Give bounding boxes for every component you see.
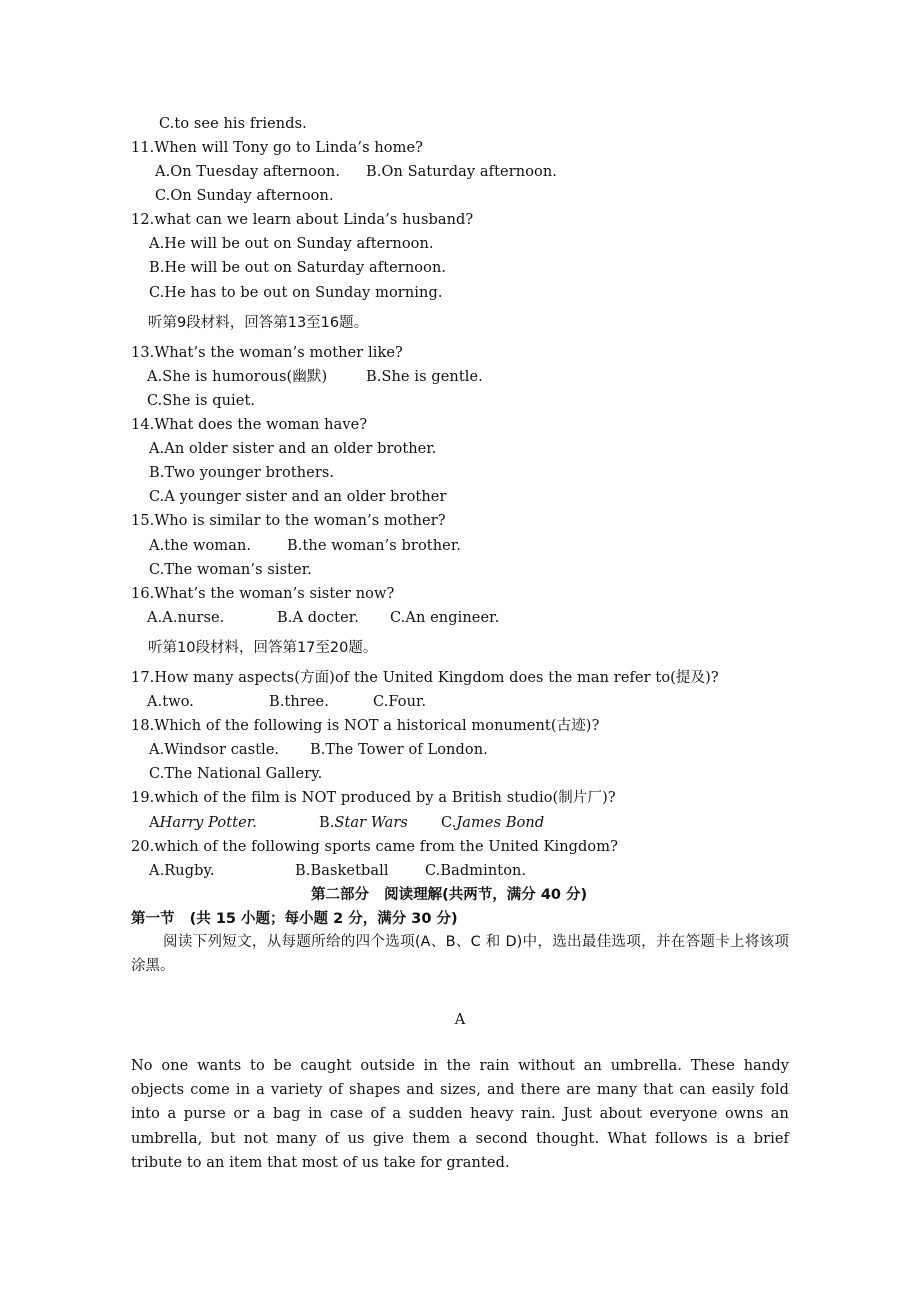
q20-option-b: B.Basketball <box>295 863 389 879</box>
q20-option-c: C.Badminton. <box>425 863 527 879</box>
q19-option-a-title: Harry Potter. <box>159 815 257 831</box>
q19-stem: 19.which of the film is NOT produced by a British studio(制片厂)? <box>131 790 616 806</box>
q12-stem: 12.what can we learn about Linda’s husband? <box>131 212 474 228</box>
q11-option-b: B.On Saturday afternoon. <box>366 164 557 180</box>
q12-option-b: B.He will be out on Saturday afternoon. <box>149 260 447 276</box>
q16-option-a: A.A.nurse. <box>147 610 225 626</box>
q17-stem: 17.How many aspects(方面)of the United Kingdom does the man refer to(提及)? <box>131 670 719 686</box>
q19-option-c-letter: C. <box>441 815 457 831</box>
q12-option-c: C.He has to be out on Sunday morning. <box>149 285 443 301</box>
q19-option-c <box>441 813 544 833</box>
q17-option-b: B.three. <box>269 694 329 710</box>
instruction-section-10: 听第10段材料，回答第17至20题。 <box>148 640 378 656</box>
q19-option-b-title: Star Wars <box>334 815 408 831</box>
q16-option-b: B.A docter. <box>277 610 359 626</box>
q17-option-a: A.two. <box>147 694 195 710</box>
part2-title: 第二部分 阅读理解(共两节，满分 40 分) <box>311 887 588 903</box>
q15-option-a: A.the woman. <box>149 538 252 554</box>
q14-option-a: A.An older sister and an older brother. <box>149 441 437 457</box>
q14-option-b: B.Two younger brothers. <box>149 465 335 481</box>
q19-option-a <box>149 813 257 833</box>
q14-option-c: C.A younger sister and an older brother <box>149 489 447 505</box>
q15-option-b: B.the woman’s brother. <box>287 538 461 554</box>
q19-option-c-title: James Bond <box>456 815 545 831</box>
q11-option-c: C.On Sunday afternoon. <box>155 188 334 204</box>
reading-instructions: 阅读下列短文，从每题所给的四个选项(A、B、C 和 D)中，选出最佳选项，并在答题卡上将该项涂黑。 <box>131 934 789 975</box>
q13-option-c: C.She is quiet. <box>147 393 256 409</box>
q18-option-c: C.The National Gallery. <box>149 766 323 782</box>
instruction-section-9: 听第9段材料，回答第13至16题。 <box>148 315 369 331</box>
q10-option-c: C.to see his friends. <box>159 116 307 132</box>
q15-option-c: C.The woman’s sister. <box>149 562 312 578</box>
q18-option-a: A.Windsor castle. <box>149 742 280 758</box>
q11-stem: 11.When will Tony go to Linda’s home? <box>131 140 424 156</box>
q16-stem: 16.What’s the woman’s sister now? <box>131 586 395 602</box>
q19-option-b-letter: B. <box>319 815 335 831</box>
section1-title: 第一节 (共 15 小题；每小题 2 分，满分 30 分) <box>131 911 458 927</box>
q13-stem: 13.What’s the woman’s mother like? <box>131 345 403 361</box>
q11-option-a: A.On Tuesday afternoon. <box>155 164 341 180</box>
q16-option-c: C.An engineer. <box>390 610 500 626</box>
q13-option-a: A.She is humorous(幽默) <box>147 369 328 385</box>
passage-label: A <box>454 1012 466 1028</box>
q18-option-b: B.The Tower of London. <box>310 742 488 758</box>
q19-option-a-letter: A <box>149 815 160 831</box>
q12-option-a: A.He will be out on Sunday afternoon. <box>149 236 434 252</box>
passage-text: No one wants to be caught outside in the rain without an umbrella. These handy objects come in a variety of shapes and sizes, and there are many that can easily fold into a purse or a bag in case of a sudden heavy rain. Just about everyone owns an umbrella, but not many of us give them a second thought. What follows is a brief tribute to an item that most of us take for granted. <box>131 1058 789 1171</box>
q20-option-a: A.Rugby. <box>149 863 215 879</box>
q17-option-c: C.Four. <box>373 694 427 710</box>
q14-stem: 14.What does the woman have? <box>131 417 368 433</box>
q15-stem: 15.Who is similar to the woman’s mother? <box>131 513 446 529</box>
q13-option-b: B.She is gentle. <box>366 369 483 385</box>
q20-stem: 20.which of the following sports came from the United Kingdom? <box>131 839 618 855</box>
q18-stem: 18.Which of the following is NOT a historical monument(古迹)? <box>131 718 600 734</box>
q19-option-b <box>319 813 408 833</box>
